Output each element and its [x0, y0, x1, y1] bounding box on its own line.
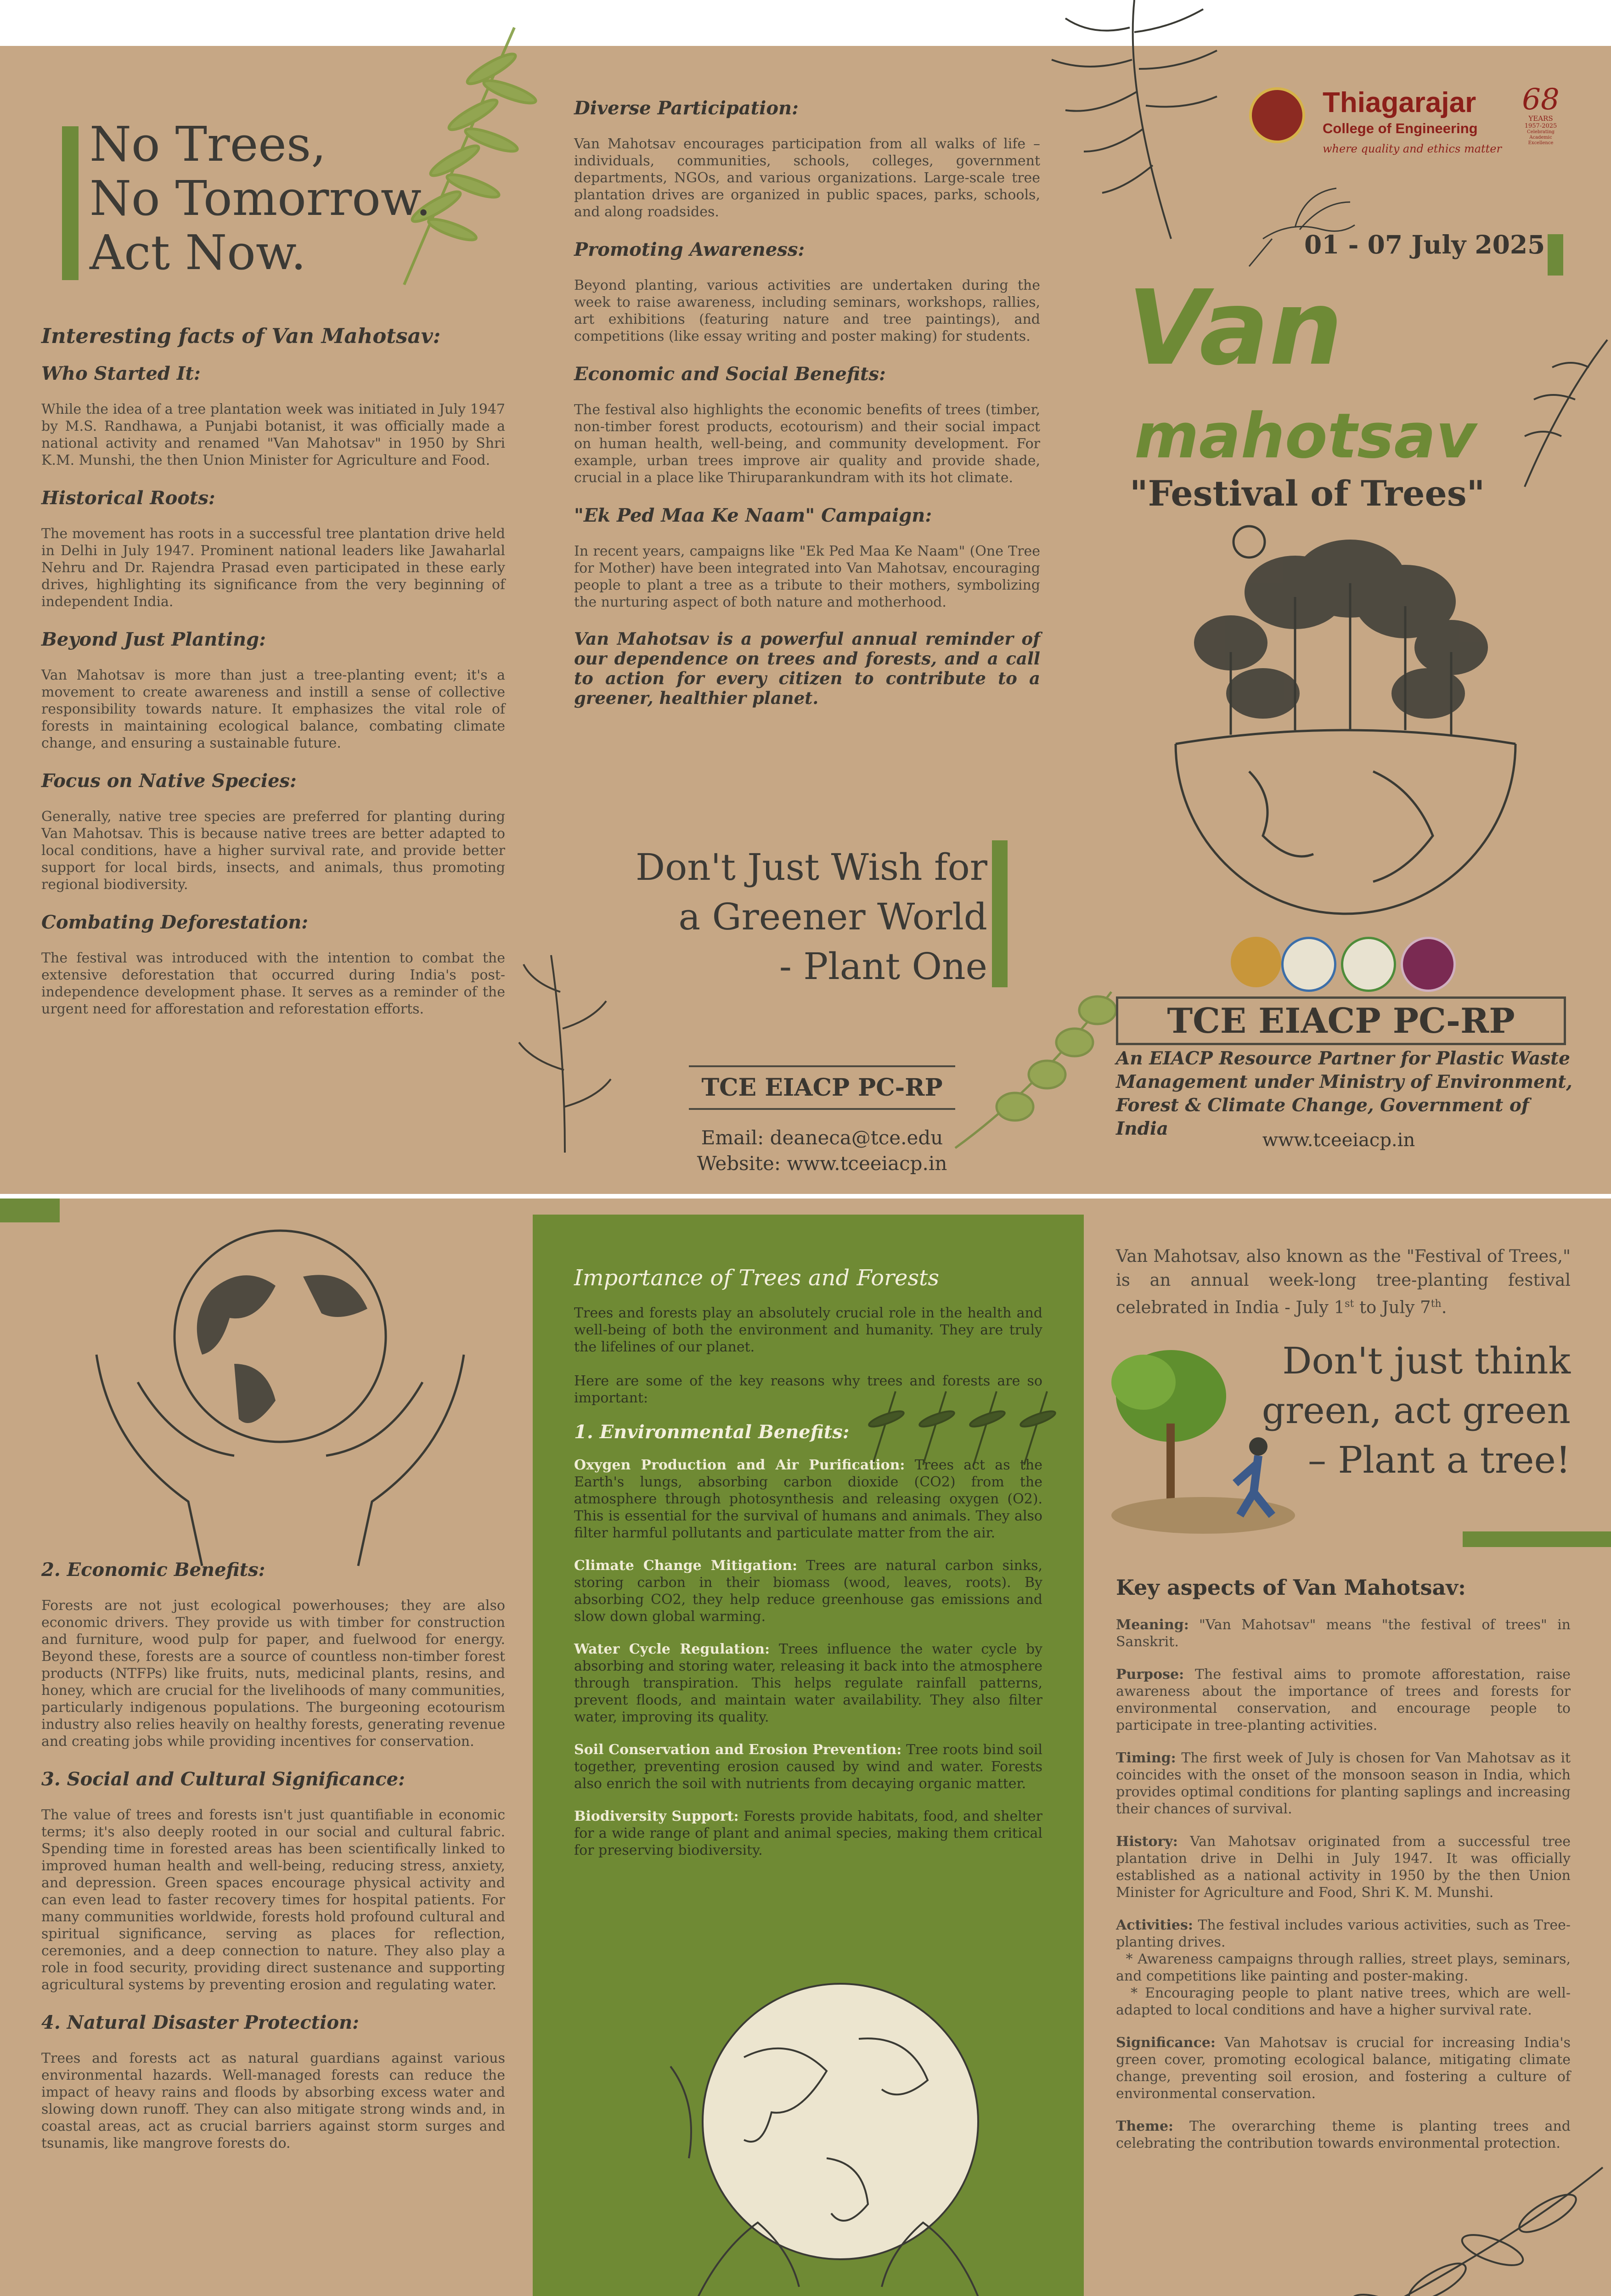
section-text: In recent years, campaigns like "Ek Ped Maa Ke Naam" (One Tree for Mother) have been integrated into Van Mahotsav, encouraging people to plant a tree as a tribute to their mothers, symbolizing the nurturing aspect of both nature and motherhood. [574, 543, 1040, 610]
section-title: Focus on Native Species: [41, 770, 297, 792]
org-name: TCE EIACP PC-RP [1116, 996, 1566, 1045]
section-title: Historical Roots: [41, 487, 215, 509]
theme-text: The overarching theme is planting trees and celebrating the contribution towards environmental protection. [1116, 2118, 1571, 2151]
org-desc-line-2: Management under Ministry of Environment, [1116, 1071, 1572, 1092]
slogan-block [90, 117, 431, 280]
title-subtitle: "Festival of Trees" [1130, 473, 1485, 514]
section-title: 4. Natural Disaster Protection: [41, 2012, 359, 2033]
section-title: Diverse Participation: [574, 97, 799, 119]
facts-title: Interesting facts of Van Mahotsav: [41, 324, 441, 348]
act-green-quote [1240, 1336, 1571, 1485]
hands-globe-illustration [83, 1217, 478, 1575]
slogan-line-2: No Tomorrow. [90, 170, 431, 226]
importance-intro: Trees and forests play an absolutely crucial role in the health and well-being of both the environment and humanity. They are truly the lifelines of our planet. [574, 1305, 1042, 1355]
aspect-theme [1116, 2118, 1571, 2152]
significance-term: Significance: [1116, 2035, 1216, 2051]
term-item [574, 1557, 1042, 1625]
item-term: Biodiversity Support: [574, 1808, 739, 1824]
section-text: Trees and forests act as natural guardians against various environmental hazards. Well-managed forests can reduce the impact of heavy rains and floods by absorbing excess water and slowing down runoff. They can also mitigate strong winds and, in coastal areas, act as crucial barriers against storm surges and tsunamis, like mangrove forests do. [41, 2050, 505, 2151]
activities-bullet-2: * Encouraging people to plant native trees, which are well-adapted to local conditions and have a higher survival rate. [1116, 1985, 1571, 2018]
activities-text: The festival includes various activities, such as Tree-planting drives. [1116, 1917, 1571, 1950]
term-item [574, 1741, 1042, 1792]
item-text: Trees are natural carbon sinks, storing carbon in their biomass (wood, leaves, roots). By absorbing CO2, they help reduce greenhouse gas emissions and slow down global warming. [574, 1558, 1043, 1625]
item-term: Oxygen Production and Air Purification: [574, 1457, 905, 1473]
middle-sections [574, 97, 1040, 611]
intro-sup-1: st [1345, 1298, 1354, 1310]
hanging-leaves-illustration [1024, 0, 1235, 257]
section-title: 3. Social and Cultural Significance: [41, 1768, 405, 1790]
anniversary-years: 1957-2025 [1524, 123, 1557, 129]
section-text: The festival was introduced with the intention to combat the extensive deforestation that occurred during India's post-independence development phase. It serves as a reminder of the urgent need for afforestation and reforestation efforts. [41, 950, 505, 1017]
section-text: Van Mahotsav is more than just a tree-planting event; it's a movement to create awareness and instill a sense of collective responsibility towards nature. It emphasizes the vital role of forests in maintaining ecological balance, combating climate change, and ensuring a sustainable future. [41, 667, 505, 751]
item-text: Trees influence the water cycle by absorbing and storing water, releasing it back into the atmosphere through transpiration. This helps regulate rainfall patterns, prevent floods, and maintain water availability. They also filter water, improving its quality. [574, 1641, 1043, 1725]
wish-quote [574, 843, 987, 991]
section [574, 97, 1040, 220]
item-term: Water Cycle Regulation: [574, 1641, 770, 1657]
institution-tagline: where quality and ethics matter [1323, 142, 1502, 155]
bottom-left-column [41, 1559, 505, 2170]
aspects-title: Key aspects of Van Mahotsav: [1116, 1575, 1466, 1600]
closing-statement: Van Mahotsav is a powerful annual reminder of our dependence on trees and forests, and a call to action for every citizen to contribute to a greener, healthier planet. [574, 629, 1040, 708]
slogan-accent-bar [62, 126, 79, 280]
section-title: Promoting Awareness: [574, 239, 805, 260]
date-accent-bar [1548, 234, 1563, 276]
intro-part-a: Van Mahotsav, also known as the "Festival of Trees," is an annual week-long tree-planting festival celebrated in India - July 1 [1116, 1246, 1571, 1317]
intro-sup-2: th [1431, 1298, 1442, 1310]
item-text: The festival aims to promote afforestation, raise awareness about the importance of trees and forests for environmental conservation, and encourage people to participate in tree-planting activities. [1116, 1666, 1571, 1733]
item-term: Timing: [1116, 1750, 1176, 1766]
slogan-line-3: Act Now. [90, 225, 306, 281]
section [574, 505, 1040, 611]
theme-term: Theme: [1116, 2118, 1174, 2134]
importance-column [574, 1265, 1042, 1874]
institution-name: Thiagarajar [1323, 87, 1476, 118]
item-term: History: [1116, 1834, 1178, 1850]
middle-column [574, 97, 1040, 708]
partner-logo-2 [1341, 937, 1396, 992]
corner-leaves-illustration [1515, 331, 1611, 496]
section-text: Beyond planting, various activities are undertaken during the week to raise awareness, including seminars, workshops, rallies, art exhibitions (featuring nature and tree paintings), and competitions (like essay writing and poster making) for students. [574, 277, 1040, 344]
section [41, 770, 505, 893]
facts-column [41, 324, 505, 1036]
intro-part-b: to July 7 [1354, 1297, 1431, 1317]
aspect-significance [1116, 2034, 1571, 2102]
importance-title: Importance of Trees and Forests [574, 1265, 939, 1291]
contact-title: TCE EIACP PC-RP [689, 1065, 955, 1110]
section [41, 2012, 505, 2152]
section-text: Van Mahotsav encourages participation from all walks of life – individuals, communities, schools, colleges, government departments, NGOs, and various organizations. Large-scale tree plantation drives are organized in public spaces, parks, schools, and along roadsides. [574, 136, 1040, 220]
quote-accent-bar [1463, 1531, 1611, 1547]
wish-quote-accent-bar [992, 840, 1008, 987]
partner-logo-1 [1281, 937, 1336, 992]
emblem-logo [1231, 937, 1281, 987]
college-logo [1249, 87, 1305, 143]
term-item [574, 1457, 1042, 1542]
env-benefit-items [574, 1457, 1042, 1859]
act-green-line-2: green, act green [1262, 1389, 1571, 1432]
section-title: Combating Deforestation: [41, 912, 309, 933]
anniversary-word: Celebrating Academic Excellence [1527, 129, 1555, 146]
anniversary-number: 68 [1522, 83, 1560, 117]
section-title: Economic and Social Benefits: [574, 363, 886, 385]
section-text: The movement has roots in a successful tree plantation drive held in Delhi in July 1947. Prominent national leaders like Jawaharlal Nehru and Dr. Rajendra Prasad even participated in these early drives, highlighting its significance from the very beginning of independent India. [41, 526, 505, 610]
bottom-corner-accent [0, 1199, 60, 1222]
item-term: Purpose: [1116, 1666, 1184, 1683]
section [574, 363, 1040, 486]
section [41, 912, 505, 1018]
act-green-line-3: – Plant a tree! [1308, 1439, 1571, 1481]
section-text: While the idea of a tree plantation week was initiated in July 1947 by M.S. Randhawa, a Punjabi botanist, it was officially made a national activity and renamed "Van Mahotsav" in 1950 by Shri K.M. Munshi, the then Union Minister for Agriculture and Food. [41, 401, 505, 468]
activities-term: Activities: [1116, 1917, 1193, 1933]
event-date: 01 - 07 July 2025 [1304, 230, 1545, 259]
term-item [574, 1641, 1042, 1726]
section-text: The value of trees and forests isn't just quantifiable in economic terms; it's also deeply rooted in our social and cultural fabric. Spending time in forested areas has been scientifically linked to improved human health and well-being, reducing stress, anxiety, and depression. Green spaces encourage physical activity and can even lead to faster recovery times for hospital patients. For many communities worldwide, forests hold profound cultural and spiritual significance, serving as places for reflection, ceremonies, and a deep connection to nature. They also play a role in food security, providing direct sustenance and supporting agricultural systems by preventing erosion and regulating water. [41, 1807, 505, 1993]
term-item [1116, 1616, 1571, 1650]
section [41, 1768, 505, 1993]
section [41, 1559, 505, 1750]
bottom-left-sections [41, 1559, 505, 2152]
importance-intro-2: Here are some of the key reasons why trees and forests are so important: [574, 1373, 1042, 1406]
contact-website[interactable]: Website: www.tceeiacp.in [697, 1152, 947, 1175]
anniversary-badge [1520, 85, 1561, 146]
item-text: Trees act as the Earth's lungs, absorbing carbon dioxide (CO2) from the atmosphere through photosynthesis and releasing oxygen (O2). This is essential for the survival of humans and animals. They also filter harmful pollutants and particulate matter from the air. [574, 1457, 1042, 1541]
wish-quote-line-2: a Greener World [678, 895, 987, 938]
bottom-leaves-illustration [1272, 2158, 1611, 2296]
item-text: The first week of July is chosen for Van Mahotsav as it coincides with the onset of the monsoon season in India, which provides optimal conditions for planting saplings and increasing their chances of survival. [1116, 1750, 1571, 1817]
section-text: The festival also highlights the economic benefits of trees (timber, non-timber forest products, ecotourism) and their social impact on human health, well-being, and community development. For example, urban trees improve air quality and provide shade, crucial in a place like Thiruparankundram with its hot climate. [574, 402, 1040, 486]
section [574, 239, 1040, 345]
aspect-activities [1116, 1917, 1571, 2019]
title-van: Van [1127, 268, 1343, 388]
item-text: Tree roots bind soil together, preventing erosion caused by wind and water. Forests also enrich the soil with nutrients from decaying organic matter. [574, 1742, 1042, 1792]
term-item [574, 1808, 1042, 1859]
globe-trees-illustration [1157, 514, 1534, 937]
section [41, 629, 505, 752]
item-text: Van Mahotsav originated from a successful tree plantation drive in Delhi in July 1947. It was officially established as a national activity in 1950 by the then Union Minister for Agriculture and Food, Shri K. M. Munshi. [1116, 1834, 1571, 1901]
section-title: Who Started It: [41, 363, 201, 384]
significance-text: Van Mahotsav is crucial for increasing India's green cover, promoting ecological balance, mitigating climate change, preventing soil erosion, and fostering a culture of environmental conservation. [1116, 2035, 1571, 2102]
item-term: Soil Conservation and Erosion Prevention: [574, 1742, 902, 1758]
org-desc-line-1: An EIACP Resource Partner for Plastic Waste [1116, 1048, 1570, 1069]
act-green-line-1: Don't just think [1282, 1339, 1571, 1382]
env-benefits-title: 1. Environmental Benefits: [574, 1421, 850, 1443]
org-description [1116, 1047, 1575, 1141]
section [41, 487, 505, 610]
term-item [1116, 1833, 1571, 1901]
activities-bullet-1: * Awareness campaigns through rallies, street plays, seminars, and competitions like painting and poster-making. [1116, 1951, 1571, 1984]
facts-sections [41, 363, 505, 1018]
aspects-column [1116, 1575, 1571, 2152]
wish-quote-line-3: - Plant One [779, 945, 987, 988]
intro-part-c: . [1441, 1297, 1447, 1317]
contact-block [657, 1125, 987, 1176]
section-text: Forests are not just ecological powerhouses; they are also economic drivers. They provide us with timber for construction and furniture, wood pulp for paper, and fuelwood for energy. Beyond these, forests are a source of countless non-timber forest products (NTFPs) like fruits, nuts, medicinal plants, resins, and honey, which are crucial for the livelihoods of many communities, particularly indigenous populations. The burgeoning ecotourism industry also relies heavily on healthy forests, generating revenue and creating jobs while providing incentives for conservation. [41, 1598, 505, 1750]
anniversary-label: YEARS [1528, 114, 1553, 123]
institution-sub: College of Engineering [1323, 120, 1478, 136]
contact-email[interactable]: Email: deaneca@tce.edu [701, 1126, 943, 1149]
slogan-line-1: No Trees, [90, 116, 327, 172]
aspects-list [1116, 1616, 1571, 1901]
org-website[interactable]: www.tceeiacp.in [1262, 1130, 1415, 1151]
section [41, 363, 505, 469]
item-text: Forests provide habitats, food, and shelter for a wide range of plant and animal species, making them critical for preserving biodiversity. [574, 1808, 1043, 1858]
section-title: Beyond Just Planting: [41, 629, 266, 650]
item-term: Meaning: [1116, 1617, 1189, 1633]
section-title: 2. Economic Benefits: [41, 1559, 265, 1581]
item-term: Climate Change Mitigation: [574, 1558, 798, 1574]
section-title: "Ek Ped Maa Ke Naam" Campaign: [574, 505, 932, 526]
partner-logo-3 [1401, 937, 1456, 992]
title-mahotsav: mahotsav [1134, 400, 1476, 472]
leafy-globe-illustration [652, 1965, 1001, 2296]
section-text: Generally, native tree species are preferred for planting during Van Mahotsav. This is because native trees are better adapted to local conditions, have a higher survival rate, and provide better support for local birds, insects, and animals, thus promoting regional biodiversity. [41, 809, 505, 893]
item-text: "Van Mahotsav" means "the festival of trees" in Sanskrit. [1116, 1617, 1571, 1650]
wish-quote-line-1: Don't Just Wish for [635, 846, 987, 889]
term-item [1116, 1666, 1571, 1734]
org-desc-line-3: Forest & Climate Change, Government of India [1116, 1095, 1529, 1139]
bottom-right-intro [1116, 1244, 1571, 1319]
term-item [1116, 1750, 1571, 1818]
